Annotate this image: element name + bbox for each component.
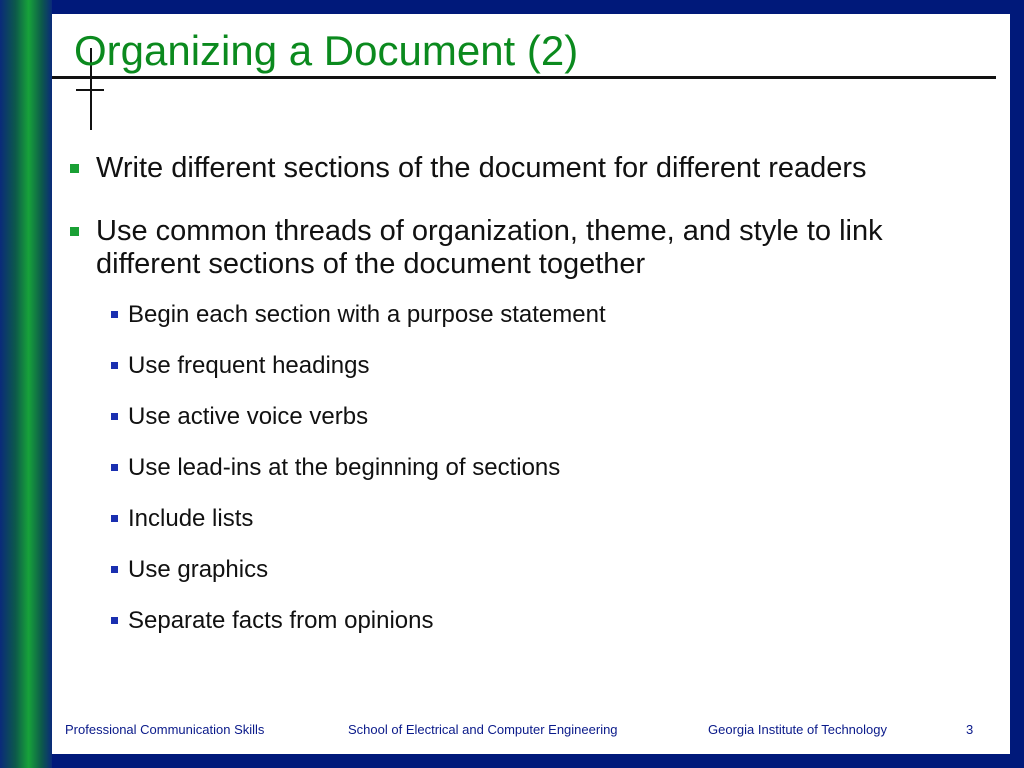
small-square-bullet-icon	[111, 515, 118, 522]
slide-footer	[52, 722, 1010, 742]
left-accent-bar	[0, 0, 52, 768]
sub-bullet-text: Begin each section with a purpose statement	[128, 301, 606, 328]
footer-course: Professional Communication Skills	[65, 722, 265, 737]
bullet-text: Write different sections of the document for different readers	[96, 152, 867, 184]
small-square-bullet-icon	[111, 413, 118, 420]
slide-title: Organizing a Document (2)	[74, 27, 579, 74]
title-underline	[52, 76, 996, 79]
sub-bullet-text: Use graphics	[128, 556, 269, 583]
footer-page-number: 3	[966, 722, 974, 737]
bullet-text: Use common threads of organization, theme, and style to link different sections of the document together	[96, 215, 883, 280]
slide-canvas	[52, 14, 1010, 754]
sub-bullet-text: Separate facts from opinions	[128, 607, 434, 634]
sub-bullet-text: Use active voice verbs	[128, 403, 369, 430]
square-bullet-icon	[70, 227, 79, 236]
footer-school: School of Electrical and Computer Engineering	[348, 722, 618, 737]
small-square-bullet-icon	[111, 566, 118, 573]
sub-bullet-text: Use lead-ins at the beginning of sections	[128, 454, 561, 481]
sub-bullet-text: Use frequent headings	[128, 352, 370, 379]
sub-bullet-item	[70, 352, 980, 403]
small-square-bullet-icon	[111, 311, 118, 318]
bullet-item	[70, 215, 980, 281]
title-accent-horizontal-line	[76, 89, 104, 91]
bullet-item	[70, 152, 980, 185]
sub-bullet-text: Include lists	[128, 505, 254, 532]
sub-bullet-item	[70, 403, 980, 454]
sub-bullet-list	[70, 301, 980, 658]
sub-bullet-item	[70, 607, 980, 658]
sub-bullet-item	[70, 556, 980, 607]
sub-bullet-item	[70, 454, 980, 505]
small-square-bullet-icon	[111, 464, 118, 471]
square-bullet-icon	[70, 164, 79, 173]
sub-bullet-item	[70, 505, 980, 556]
footer-institute: Georgia Institute of Technology	[708, 722, 887, 737]
small-square-bullet-icon	[111, 362, 118, 369]
small-square-bullet-icon	[111, 617, 118, 624]
sub-bullet-item	[70, 301, 980, 352]
slide-content	[70, 152, 980, 658]
